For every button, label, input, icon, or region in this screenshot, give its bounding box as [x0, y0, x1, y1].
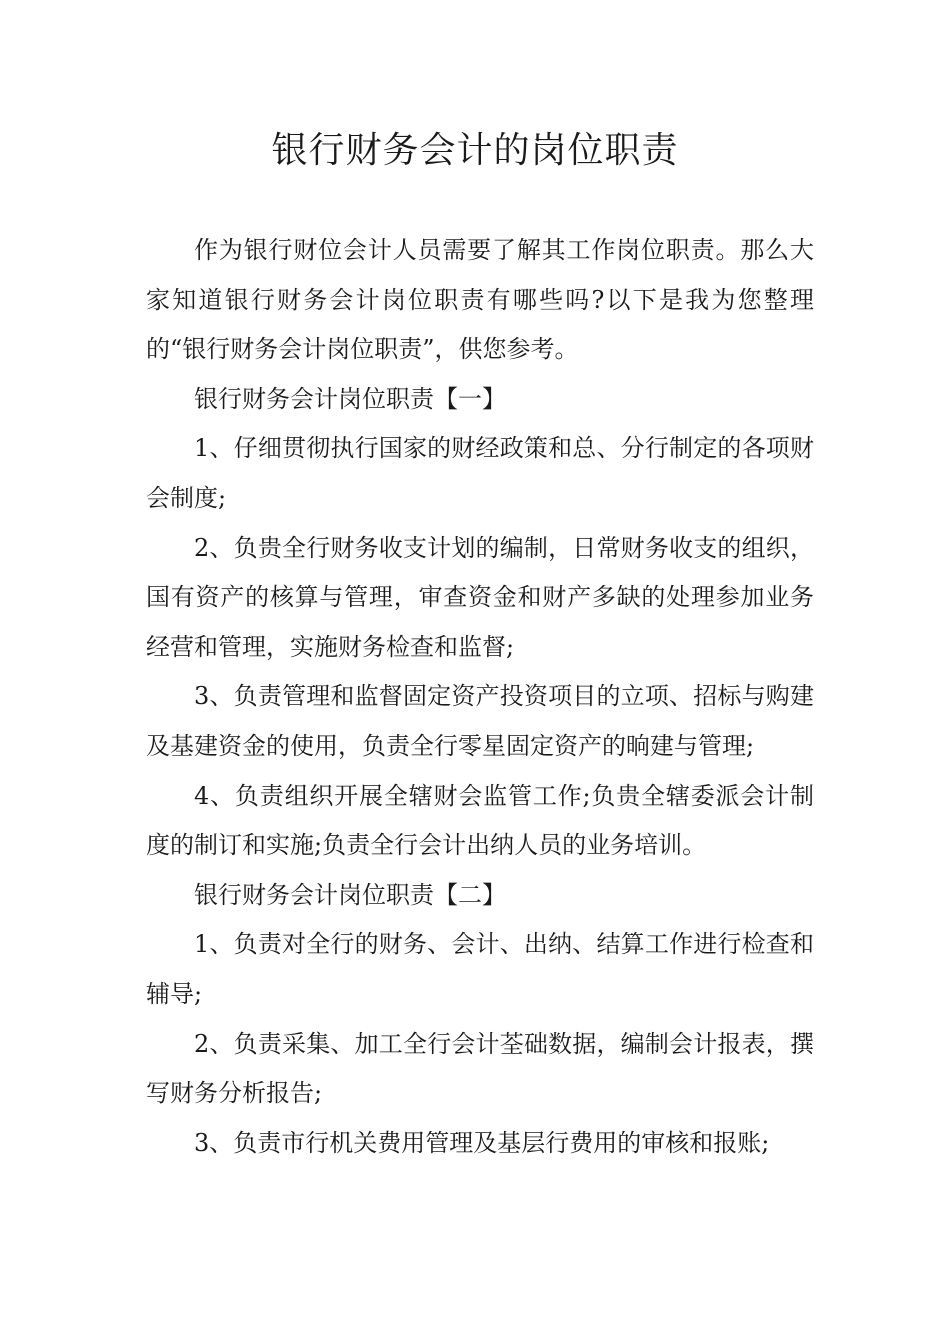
section-heading-2: 银行财务会计岗位职责【二】	[194, 880, 506, 909]
intro-paragraph: 作为银行财位会计人员需要了解其工作岗位职责。那么大家知道银行财务会计岗位职责有哪些吗?以下是我为您整理的“银行财务会计岗位职责”，供您参考。	[146, 236, 814, 364]
duty-item: 4、负责组织开展全辖财会监管工作;负贵全辖委派会计制度的制订和实施;负责全行会计出纳人员的业务培训。	[146, 781, 814, 860]
document-body	[146, 226, 814, 1168]
duty-item: 1、仔细贯彻执行国家的财经政策和总、分行制定的各项财会制度;	[146, 434, 814, 512]
section-heading-1: 银行财务会计岗位职责【一】	[194, 384, 506, 413]
duty-item: 1、负责对全行的财务、会计、出纳、结算工作进行检查和辅导;	[146, 930, 814, 1008]
duty-item: 3、负责市行机关费用管理及基层行费用的审核和报账;	[194, 1128, 770, 1157]
duty-item: 2、负贵全行财务收支计划的编制，日常财务收支的组织，国有资产的核算与管理，审查资金和财产多缺的处理参加业务经营和管理，实施财务检查和监督;	[146, 533, 814, 661]
duty-item: 2、负责采集、加工全行会计荃础数据，编制会计报表，撰写财务分析报告;	[146, 1029, 814, 1108]
page-title: 银行财务会计的岗位职责	[271, 130, 679, 171]
duty-item: 3、负责管理和监督固定资产投资项目的立项、招标与购建及基建资金的使用，负责全行零星固定资产的晌建与管理;	[146, 682, 814, 760]
